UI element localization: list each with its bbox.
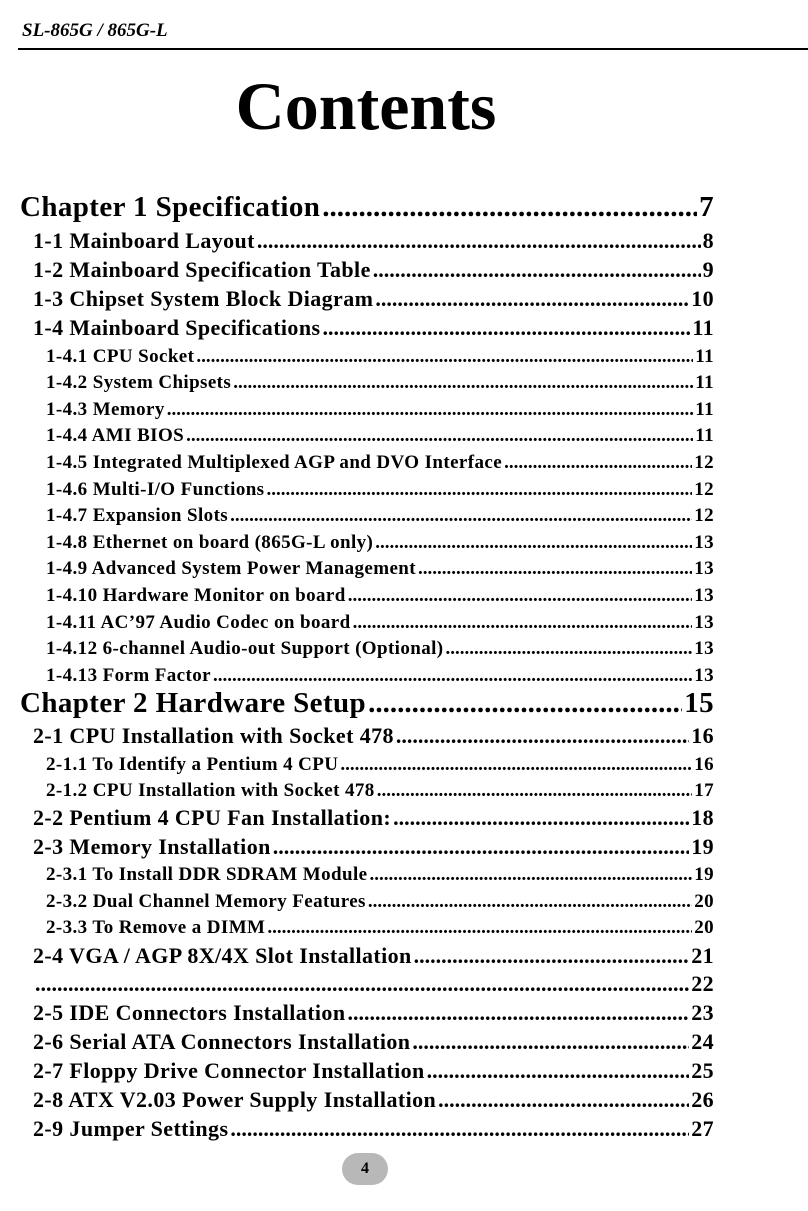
toc-subentry[interactable]: 1-4.9 Advanced System Power Management ..... 13 [46, 557, 714, 580]
page-number-badge: 4 [342, 1153, 388, 1185]
toc-entry-continuation[interactable]: ..... 22 [33, 971, 714, 997]
toc-entry[interactable]: 1-3 Chipset System Block Diagram ..... 10 [33, 286, 714, 312]
toc-subentry[interactable]: 2-1.1 To Identify a Pentium 4 CPU ..... 16 [46, 753, 714, 776]
document-header: SL-865G / 865G-L [22, 20, 168, 41]
toc-subentry[interactable]: 1-4.1 CPU Socket ..... 11 [46, 345, 714, 368]
toc-subentry[interactable]: 1-4.3 Memory ..... 11 [46, 398, 714, 421]
toc-entry[interactable]: 2-8 ATX V2.03 Power Supply Installation ..... 26 [33, 1087, 714, 1113]
toc-subentry[interactable]: 1-4.12 6-channel Audio-out Support (Optional) ..... 13 [46, 637, 714, 660]
toc-entry[interactable]: 2-7 Floppy Drive Connector Installation ..... 25 [33, 1058, 714, 1084]
toc-subentry[interactable]: 2-3.3 To Remove a DIMM ..... 20 [46, 916, 714, 939]
toc-subentry[interactable]: 1-4.6 Multi-I/O Functions ..... 12 [46, 478, 714, 501]
toc-subentry[interactable]: 1-4.13 Form Factor ..... 13 [46, 664, 714, 687]
toc-entry[interactable]: 2-3 Memory Installation ..... 19 [33, 834, 714, 860]
toc-subentry[interactable]: 1-4.4 AMI BIOS ..... 11 [46, 424, 714, 447]
toc-entry[interactable]: 2-2 Pentium 4 CPU Fan Installation: ..... 18 [33, 805, 714, 831]
toc-subentry[interactable]: 1-4.7 Expansion Slots ..... 12 [46, 504, 714, 527]
toc-subentry[interactable]: 1-4.10 Hardware Monitor on board ..... 13 [46, 584, 714, 607]
toc-entry[interactable]: 1-4 Mainboard Specifications ..... 11 [33, 315, 714, 341]
toc-entry[interactable]: 1-1 Mainboard Layout ..... 8 [33, 228, 714, 254]
toc-subentry[interactable]: 1-4.11 AC’97 Audio Codec on board ..... 13 [46, 611, 714, 634]
toc-entry-chapter-1[interactable]: Chapter 1 Specification ..... 7 [20, 190, 714, 224]
toc-entry[interactable]: 2-4 VGA / AGP 8X/4X Slot Installation ..... 21 [33, 943, 714, 969]
toc-entry[interactable]: 1-2 Mainboard Specification Table ..... 9 [33, 257, 714, 283]
toc-subentry[interactable]: 1-4.8 Ethernet on board (865G-L only) ..... 13 [46, 531, 714, 554]
toc-subentry[interactable]: 1-4.2 System Chipsets ..... 11 [46, 371, 714, 394]
toc-entry[interactable]: 2-6 Serial ATA Connectors Installation ..... 24 [33, 1029, 714, 1055]
toc-entry[interactable]: 2-9 Jumper Settings ..... 27 [33, 1116, 714, 1142]
toc-entry[interactable]: 2-1 CPU Installation with Socket 478 ..... 16 [33, 723, 714, 749]
toc-subentry[interactable]: 1-4.5 Integrated Multiplexed AGP and DVO Interface ..... 12 [46, 451, 714, 474]
toc-entry-chapter-2[interactable]: Chapter 2 Hardware Setup ..... 15 [20, 686, 714, 720]
toc-subentry[interactable]: 2-3.1 To Install DDR SDRAM Module ..... 19 [46, 863, 714, 886]
toc-subentry[interactable]: 2-1.2 CPU Installation with Socket 478 ..... 17 [46, 779, 714, 802]
header-rule [18, 48, 808, 50]
page-title: Contents [235, 68, 497, 144]
toc-entry[interactable]: 2-5 IDE Connectors Installation ..... 23 [33, 1000, 714, 1026]
toc-subentry[interactable]: 2-3.2 Dual Channel Memory Features ..... 20 [46, 890, 714, 913]
